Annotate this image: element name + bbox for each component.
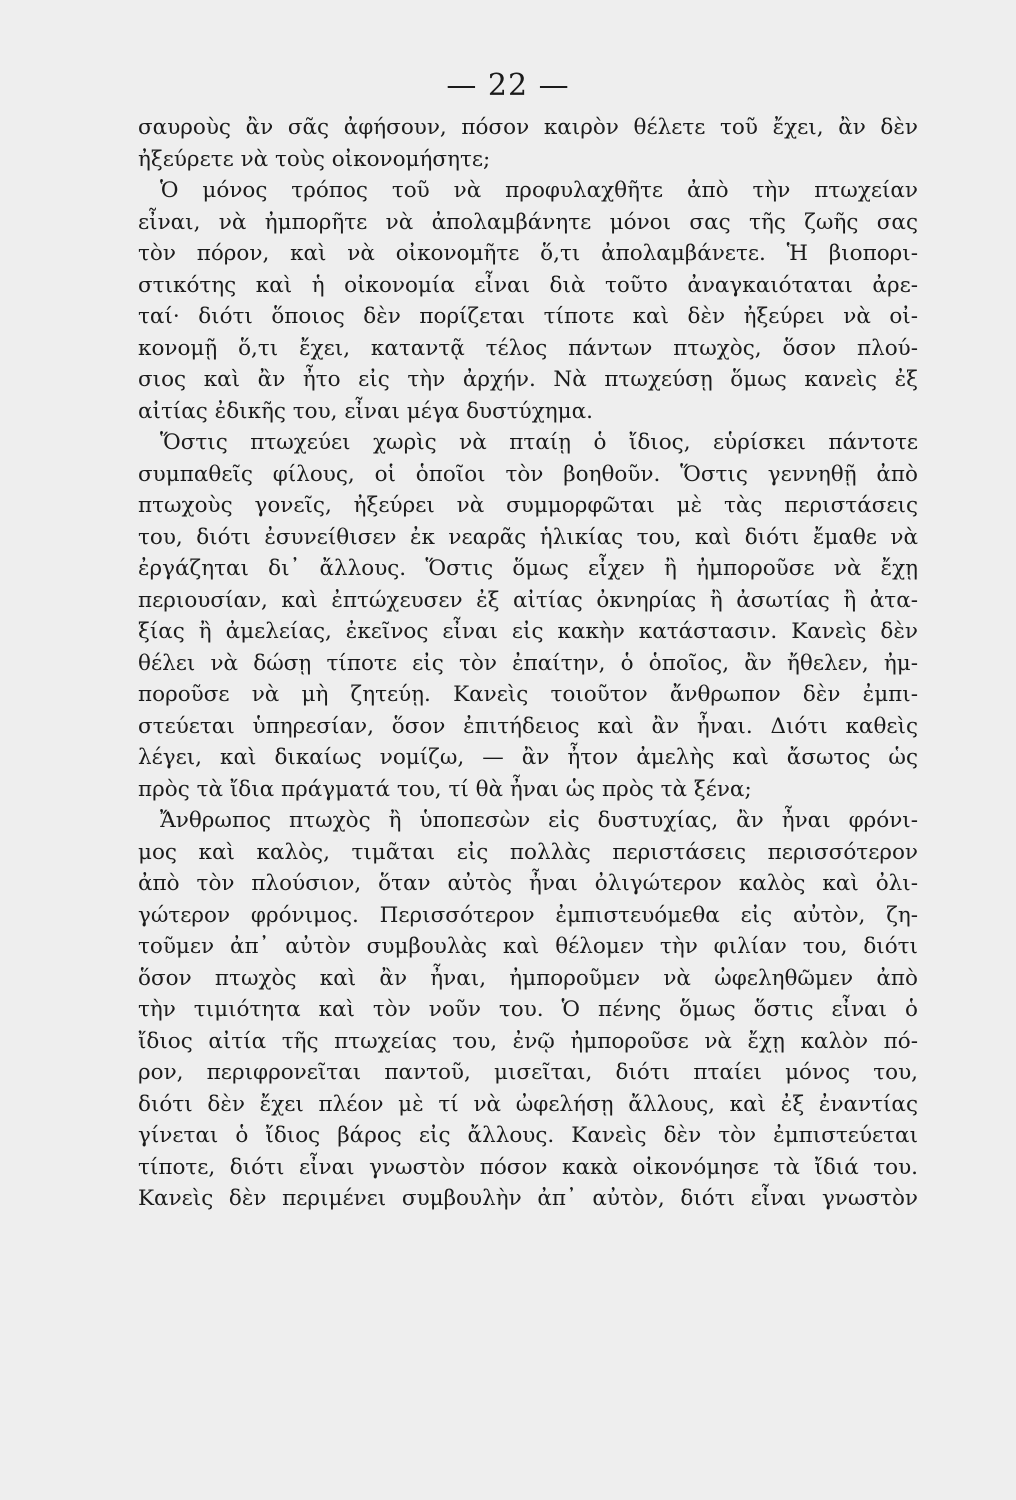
- text-line: περιουσίαν, καὶ ἐπτώχευσεν ἐξ αἰτίας ὀκνηρίας ἢ ἀσωτίας ἢ ἀτα-: [138, 587, 918, 613]
- text-line: σιος καὶ ἂν ἦτο εἰς τὴν ἀρχήν. Νὰ πτωχεύσῃ ὅμως κανεὶς ἐξ: [138, 367, 918, 392]
- text-line: ρον, περιφρονεῖται παντοῦ, μισεῖται, διότι πταίει μόνος του,: [138, 1060, 918, 1085]
- text-line: τοῦμεν ἀπ᾽ αὐτὸν συμβουλὰς καὶ θέλομεν τὴν φιλίαν του, διότι: [138, 934, 918, 959]
- text-line: γώτερον φρόνιμος. Περισσότερον ἐμπιστευόμεθα εἰς αὐτὸν, ζη-: [138, 902, 918, 928]
- text-line: τὴν τιμιότητα καὶ τὸν νοῦν του. Ὁ πένης ὅμως ὅστις εἶναι ὁ: [138, 997, 918, 1022]
- text-line: ἀπὸ τὸν πλούσιον, ὅταν αὐτὸς ἦναι ὀλιγώτερον καλὸς καὶ ὀλι-: [138, 871, 918, 896]
- text-line: στικότης καὶ ἡ οἰκονομία εἶναι διὰ τοῦτο ἀναγκαιόταται ἀρε-: [138, 272, 918, 298]
- text-line: στεύεται ὑπηρεσίαν, ὅσον ἐπιτήδειος καὶ ἂν ἦναι. Διότι καθεὶς: [138, 713, 918, 739]
- text-line: Κανεὶς δὲν περιμένει συμβουλὴν ἀπ᾽ αὐτὸν, διότι εἶναι γνωστὸν: [138, 1186, 918, 1211]
- text-line: ἠξεύρετε νὰ τοὺς οἰκονομήσητε;: [138, 146, 491, 172]
- text-line: εἶναι, νὰ ἠμπορῆτε νὰ ἀπολαμβάνητε μόνοι σας τῆς ζωῆς σας: [138, 209, 918, 235]
- text-line: λέγει, καὶ δικαίως νομίζω, — ἂν ἦτον ἀμελὴς καὶ ἄσωτος ὡς: [138, 745, 918, 770]
- text-line: Ἄνθρωπος πτωχὸς ἢ ὑποπεσὼν εἰς δυστυχίας, ἂν ἦναι φρόνι-: [160, 808, 918, 833]
- text-line: πτωχοὺς γονεῖς, ἠξεύρει νὰ συμμορφῶται μὲ τὰς περιστάσεις: [138, 493, 918, 518]
- text-line: σαυροὺς ἂν σᾶς ἀφήσουν, πόσον καιρὸν θέλετε τοῦ ἔχει, ἂν δὲν: [138, 115, 918, 140]
- text-line: πρὸς τὰ ἴδια πράγματά του, τί θὰ ἦναι ὡς πρὸς τὰ ξένα;: [138, 776, 752, 802]
- text-line: ἐργάζηται δι᾽ ἄλλους. Ὅστις ὅμως εἶχεν ἢ ἠμποροῦσε νὰ ἔχῃ: [138, 556, 918, 581]
- text-line: τίποτε, διότι εἶναι γνωστὸν πόσον κακὰ οἰκονόμησε τὰ ἴδιά του.: [138, 1154, 918, 1180]
- text-line: Ὅστις πτωχεύει χωρὶς νὰ πταίῃ ὁ ἴδιος, εὑρίσκει πάντοτε: [160, 430, 918, 455]
- text-line: θέλει νὰ δώσῃ τίποτε εἰς τὸν ἐπαίτην, ὁ ὁποῖος, ἂν ἤθελεν, ἠμ-: [138, 650, 918, 676]
- text-line: συμπαθεῖς φίλους, οἱ ὁποῖοι τὸν βοηθοῦν. Ὅστις γεννηθῇ ἀπὸ: [138, 461, 918, 487]
- text-line: ποροῦσε νὰ μὴ ζητεύῃ. Κανεὶς τοιοῦτον ἄνθρωπον δὲν ἐμπι-: [138, 682, 918, 707]
- text-line: κονομῇ ὅ,τι ἔχει, καταντᾷ τέλος πάντων πτωχὸς, ὅσον πλού-: [138, 335, 918, 361]
- text-line: Ὁ μόνος τρόπος τοῦ νὰ προφυλαχθῆτε ἀπὸ τὴν πτωχείαν: [160, 178, 918, 203]
- text-line: μος καὶ καλὸς, τιμᾶται εἰς πολλὰς περιστάσεις περισσότερον: [138, 839, 918, 865]
- text-line: του, διότι ἐσυνείθισεν ἐκ νεαρᾶς ἡλικίας του, καὶ διότι ἔμαθε νὰ: [138, 524, 918, 550]
- text-line: ὅσον πτωχὸς καὶ ἂν ἦναι, ἠμποροῦμεν νὰ ὠφεληθῶμεν ἀπὸ: [138, 965, 918, 991]
- body-text: [138, 112, 918, 1215]
- text-line: ἴδιος αἰτία τῆς πτωχείας του, ἐνῷ ἠμποροῦσε νὰ ἔχῃ καλὸν πό-: [138, 1028, 918, 1054]
- page-number: — 22 —: [446, 68, 570, 103]
- text-line: τὸν πόρον, καὶ νὰ οἰκονομῆτε ὅ,τι ἀπολαμβάνετε. Ἡ βιοπορι-: [138, 241, 918, 266]
- text-line: ταί· διότι ὅποιος δὲν πορίζεται τίποτε καὶ δὲν ἠξεύρει νὰ οἰ-: [138, 304, 918, 329]
- text-line: γίνεται ὁ ἴδιος βάρος εἰς ἄλλους. Κανεὶς δὲν τὸν ἐμπιστεύεται: [138, 1123, 918, 1148]
- text-line: αἰτίας ἐδικῆς του, εἶναι μέγα δυστύχημα.: [138, 398, 593, 424]
- text-line: διότι δὲν ἔχει πλέον μὲ τί νὰ ὠφελήσῃ ἄλλους, καὶ ἐξ ἐναντίας: [138, 1091, 918, 1117]
- text-line: ξίας ἢ ἀμελείας, ἐκεῖνος εἶναι εἰς κακὴν κατάστασιν. Κανεὶς δὲν: [138, 619, 918, 644]
